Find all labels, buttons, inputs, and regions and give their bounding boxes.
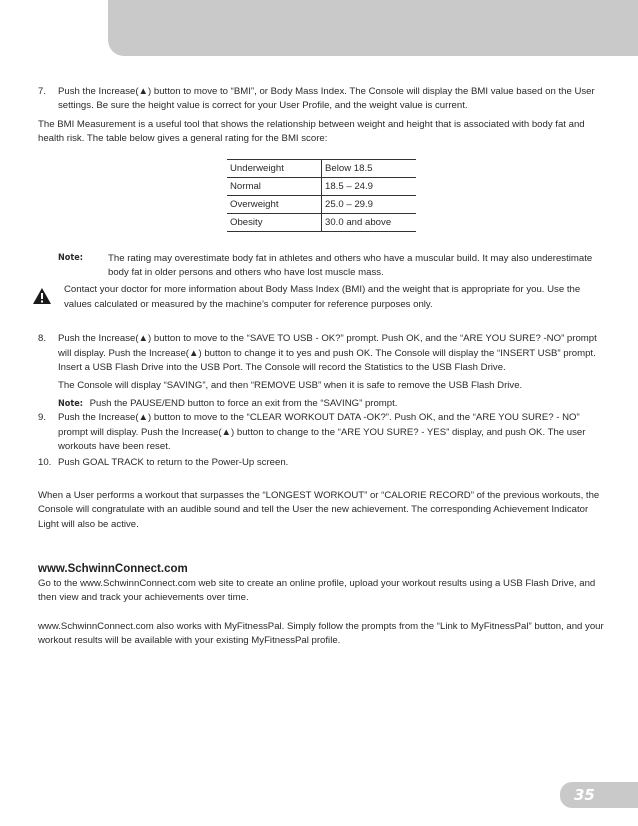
schwinnconnect-heading: www.SchwinnConnect.com — [38, 562, 188, 575]
bmi-category: Obesity — [227, 213, 322, 231]
note-label: Note: — [58, 252, 83, 263]
bmi-intro: The BMI Measurement is a useful tool that shows the relationship between weight and height that is associated with body fat and health risk. The table below gives a general rating for the BMI score: — [38, 118, 585, 145]
saving-text: The Console will display “SAVING”, and then “REMOVE USB” when it is safe to remove the USB Flash Drive. — [58, 380, 523, 392]
page-content — [38, 85, 604, 648]
table-row — [227, 177, 416, 195]
bmi-note-block — [38, 252, 604, 313]
bmi-range: 30.0 and above — [322, 213, 417, 231]
bmi-category: Underweight — [227, 159, 322, 177]
step-text: Push the Increase(▲) button to move to the “SAVE TO USB - OK?” prompt. Push OK, and the “ARE YOU SURE? -NO” prompt will display. Push the Increase(▲) button to change it to yes and push OK. The Console will display the “INSERT USB” prompt. Insert a USB Flash Drive into the USB Port. The Console will record the Statistics to the USB Flash Drive. — [58, 333, 597, 373]
step-7 — [38, 85, 604, 114]
myfitnesspal-text: www.SchwinnConnect.com also works with MyFitnessPal. Simply follow the prompts from the “Link to MyFitnessPal” button, and your workout results will be available with your existing MyFitnessPal profile. — [38, 620, 604, 647]
step-text: Push GOAL TRACK to return to the Power-Up screen. — [58, 457, 289, 469]
bmi-range: 25.0 – 29.9 — [322, 195, 417, 213]
step-10 — [38, 456, 604, 470]
bmi-note — [58, 252, 604, 281]
table-row — [227, 213, 416, 231]
bmi-category: Overweight — [227, 195, 322, 213]
header-bar — [108, 0, 638, 56]
saving-note — [58, 397, 604, 412]
bmi-table — [227, 159, 416, 232]
bmi-range: 18.5 – 24.9 — [322, 177, 417, 195]
schwinnconnect-text: Go to the www.SchwinnConnect.com web site to create an online profile, upload your workout results using a USB Flash Drive, and then view and track your achievements over time. — [38, 577, 596, 604]
step-9 — [38, 411, 604, 454]
step-text: Push the Increase(▲) button to move to the “CLEAR WORKOUT DATA -OK?”. Push OK, and the “ARE YOU SURE? - NO” prompt will display. Push the Increase(▲) button to change to the “ARE YOU SURE? - YES” display, and push OK. The user workouts have been reset. — [58, 412, 586, 452]
page-number: 35 — [560, 782, 638, 808]
step-number: 9. — [38, 412, 47, 424]
step-8 — [38, 332, 604, 411]
achievement-text: When a User performs a workout that surpasses the “LONGEST WORKOUT” or “CALORIE RECORD” of the previous workouts, the Console will congratulate with an audible sound and tell the User the new achievement. The corresponding Achievement Indicator Light will also be active. — [38, 489, 600, 530]
contact-text: Contact your doctor for more information about Body Mass Index (BMI) and the weight that is appropriate for you. Use the values calculated or measured by the machine’s computer for reference purposes only. — [64, 284, 581, 310]
bmi-category: Normal — [227, 177, 322, 195]
bmi-range: Below 18.5 — [322, 159, 417, 177]
step-number: 10. — [38, 457, 52, 469]
note-text: Push the PAUSE/END button to force an exit from the “SAVING” prompt. — [89, 397, 398, 409]
note-text: The rating may overestimate body fat in athletes and others who have a muscular build. It may also underestimate body fat in older persons and others who have lost muscle mass. — [108, 252, 593, 278]
table-row — [227, 159, 416, 177]
warning-triangle-icon — [32, 287, 52, 305]
step-number: 8. — [38, 333, 47, 345]
contact-doctor-warning — [64, 283, 604, 312]
table-row — [227, 195, 416, 213]
step-text: Push the Increase(▲) button to move to “BMI”, or Body Mass Index. The Console will display the BMI value based on the User settings. Be sure the height value is correct for your User Profile, and the weight value is current. — [58, 86, 595, 112]
note-label: Note: — [58, 398, 83, 409]
step-number: 7. — [38, 86, 47, 97]
